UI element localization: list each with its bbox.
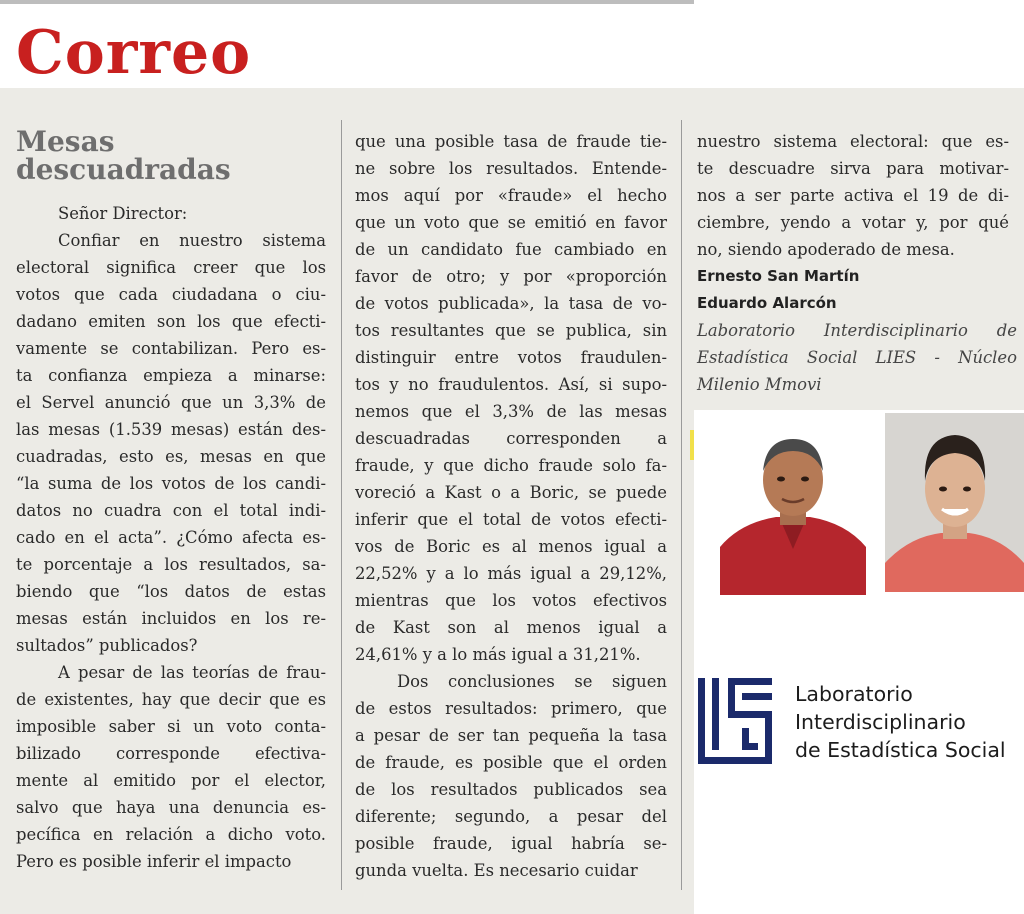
article-text-line: electoral significa creer que los (16, 258, 326, 277)
article-text-line: 22,52% y a lo más igual a 29,12%, (355, 564, 667, 583)
article-text-line: salvo que haya una denuncia es- (16, 798, 326, 817)
portrait-illustration (720, 425, 866, 595)
article-text-line: sultados” publicados? (16, 636, 198, 655)
headline-line: Mesas (16, 125, 115, 158)
article-text-line: gunda vuelta. Es necesario cuidar (355, 861, 638, 880)
article-text-line: vamente se contabilizan. Pero es- (16, 339, 326, 358)
article-text-line: Señor Director: (58, 204, 188, 223)
article-text-line: “la suma de los votos de los candi- (16, 474, 326, 493)
article-text-line: Pero es posible inferir el impacto (16, 852, 292, 871)
article-text-line: ta confianza empieza a minarse: (16, 366, 326, 385)
letter-signature-block (697, 263, 1017, 398)
article-text-line: 24,61% y a lo más igual a 31,21%. (355, 645, 641, 664)
article-text-line: cuadradas, esto es, mesas en que (16, 447, 326, 466)
photo-ernesto-san-martin (720, 425, 866, 595)
article-headline (16, 125, 231, 186)
masthead (0, 4, 694, 88)
article-text-line: posible fraude, igual habría se- (355, 834, 667, 853)
article-text-line: nemos que el 3,3% de las mesas (355, 402, 667, 421)
signature-name: Eduardo Alarcón (697, 294, 837, 312)
article-text-line: te porcentaje a los resultados, sa- (16, 555, 326, 574)
article-text-line: que un voto que se emitió en favor (355, 213, 667, 232)
article-text-line: te descuadre sirva para motivar- (697, 159, 1009, 178)
article-text-line: inferir que el total de votos efecti- (355, 510, 667, 529)
article-text-line: de existentes, hay que decir que es (16, 690, 326, 709)
article-text-line: descuadradas corresponden a (355, 429, 667, 448)
column-divider (681, 120, 682, 890)
article-column-1 (16, 200, 326, 875)
headline-line: descuadradas (16, 153, 231, 186)
photo-eduardo-alarcon (885, 413, 1024, 592)
article-text-line: vos de Boric es al menos igual a (355, 537, 667, 556)
article-text-line: distinguir entre votos fraudulen- (355, 348, 667, 367)
logo-text-line: de Estadística Social (795, 738, 1006, 762)
article-text-line: favor de otro; y por «proporción (355, 267, 667, 286)
article-text-line: biendo que “los datos de estas (16, 582, 326, 601)
article-column-3 (697, 128, 1009, 263)
article-text-line: tos resultantes que se publica, sin (355, 321, 667, 340)
article-text-line: de los resultados publicados sea (355, 780, 667, 799)
article-text-line: bilizado corresponde efectiva- (16, 744, 326, 763)
article-text-line: dadano emiten son los que efecti- (16, 312, 326, 331)
article-text-line: pecífica en relación a dicho voto. (16, 825, 326, 844)
logo-text-line: Laboratorio (795, 682, 913, 706)
article-column-2 (355, 128, 667, 884)
article-text-line: el Servel anunció que un 3,3% de (16, 393, 326, 412)
article-text-line: de estos resultados: primero, que (355, 699, 667, 718)
masthead-title: Correo (16, 18, 252, 88)
affiliation-line: Estadística Social LIES - Núcleo (697, 348, 1017, 367)
article-text-line: de fraude, es posible que el orden (355, 753, 667, 772)
article-text-line: tos y no fraudulentos. Así, si supo- (355, 375, 667, 394)
article-text-line: datos no cuadra con el total indi- (16, 501, 326, 520)
column-divider (341, 120, 342, 890)
article-text-line: Dos conclusiones se siguen (397, 672, 667, 691)
portrait-illustration (885, 413, 1024, 592)
article-text-line: diferente; segundo, a pesar del (355, 807, 667, 826)
signature-name: Ernesto San Martín (697, 267, 860, 285)
article-text-line: de un candidato fue cambiado en (355, 240, 667, 259)
article-text-line: mientras que los votos efectivos (355, 591, 667, 610)
article-text-line: mente al emitido por el elector, (16, 771, 326, 790)
article-text-line: no, siendo apoderado de mesa. (697, 240, 955, 259)
article-text-line: fraude, y que dicho fraude solo fa- (355, 456, 667, 475)
article-text-line: ne sobre los resultados. Entende- (355, 159, 667, 178)
article-text-line: nos a ser parte activa el 19 de di- (697, 186, 1009, 205)
article-text-line: votos que cada ciudadana o ciu- (16, 285, 326, 304)
article-text-line: mos aquí por «fraude» el hecho (355, 186, 667, 205)
article-text-line: voreció a Kast o a Boric, se puede (355, 483, 667, 502)
highlight-mark (690, 430, 694, 460)
article-text-line: cado en el acta”. ¿Cómo afecta es- (16, 528, 326, 547)
article-text-line: imposible saber si un voto conta- (16, 717, 326, 736)
lies-logo-icon (698, 678, 772, 764)
article-text-line: mesas están incluidos en los re- (16, 609, 326, 628)
article-text-line: ciembre, yendo a votar y, por qué (697, 213, 1009, 232)
article-text-line: nuestro sistema electoral: que es- (697, 132, 1009, 151)
article-text-line: de votos publicada», la tasa de vo- (355, 294, 667, 313)
lies-logo-text (795, 680, 1006, 764)
affiliation-line: Milenio Mmovi (697, 375, 822, 394)
affiliation-line: Laboratorio Interdisciplinario de (697, 321, 1017, 340)
article-text-line: que una posible tasa de fraude tie- (355, 132, 667, 151)
article-text-line: a pesar de ser tan pequeña la tasa (355, 726, 667, 745)
logo-text-line: Interdisciplinario (795, 710, 966, 734)
article-text-line: A pesar de las teorías de frau- (58, 663, 326, 682)
article-text-line: las mesas (1.539 mesas) están des- (16, 420, 326, 439)
article-text-line: Confiar en nuestro sistema (58, 231, 326, 250)
article-text-line: de Kast son al menos igual a (355, 618, 667, 637)
